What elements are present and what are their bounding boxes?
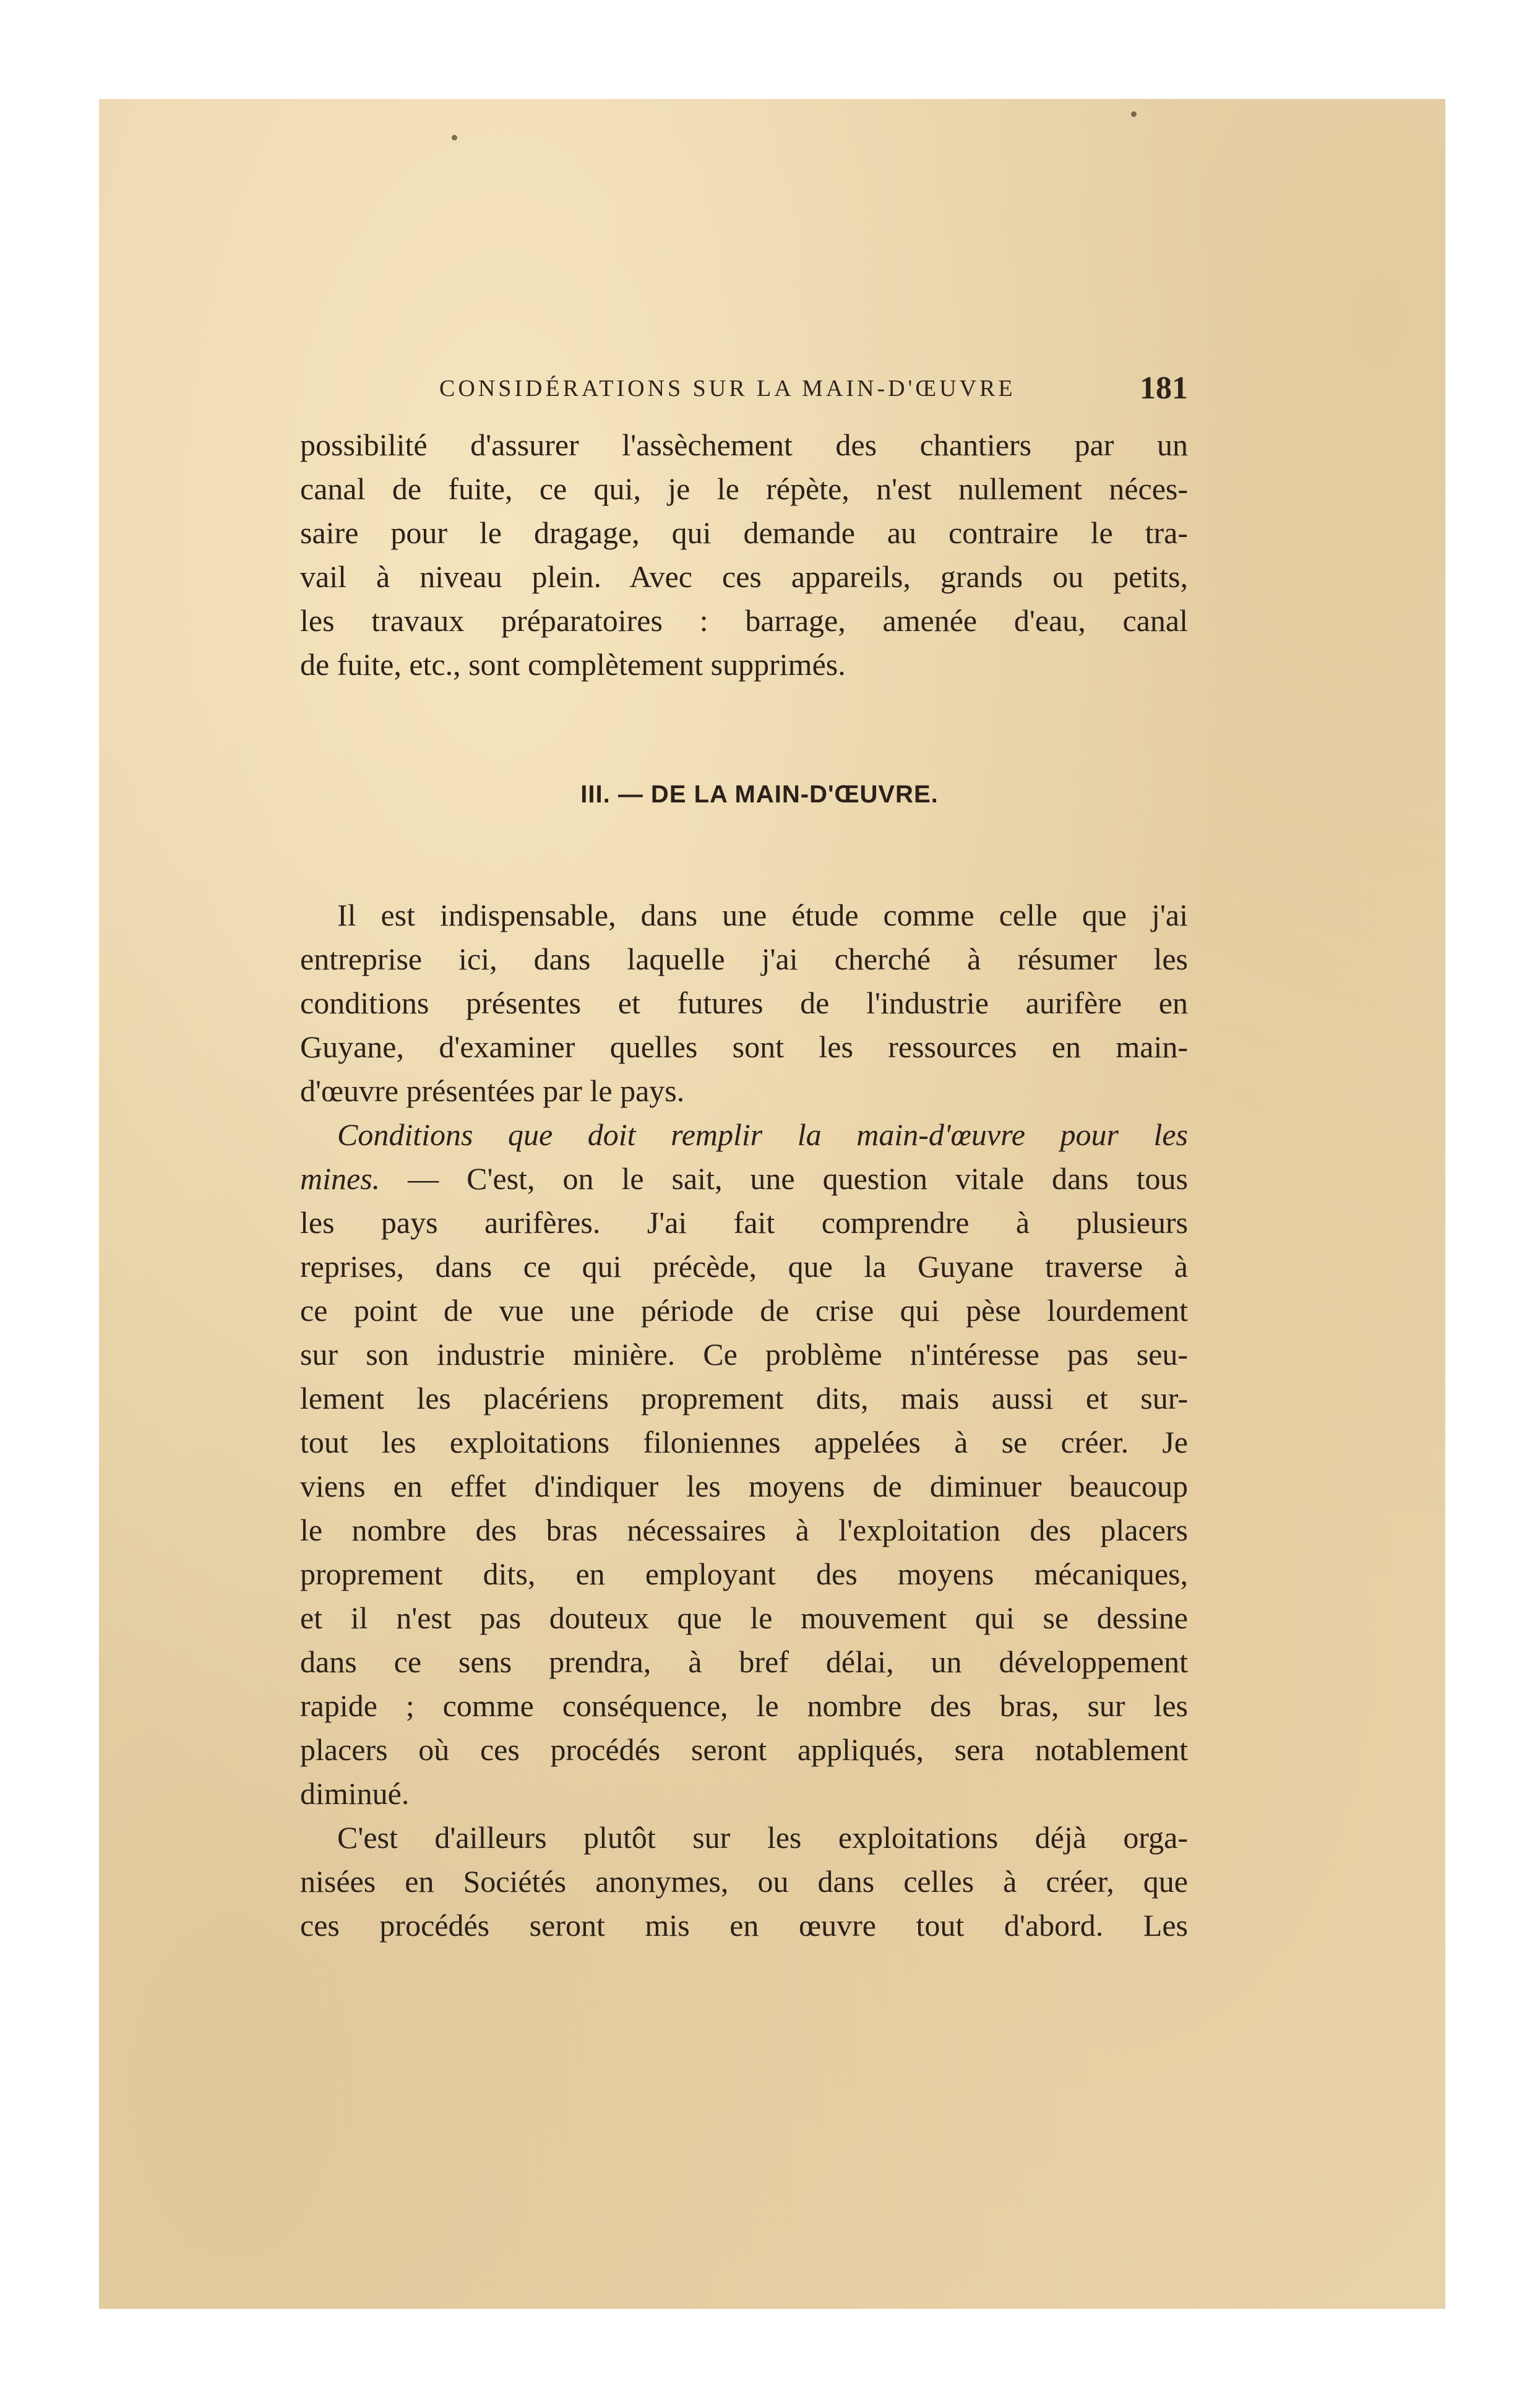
- text-line: dans ce sens prendra, à bref délai, un développement: [300, 1644, 1188, 1679]
- text-line: ces procédés seront mis en œuvre tout d'abord. Les: [300, 1908, 1188, 1943]
- paragraph-title-italic: Conditions que doit remplir la main-d'œuvre pour les: [337, 1117, 1188, 1152]
- paragraph-1: [300, 423, 1188, 687]
- text-line: et il n'est pas douteux que le mouvement qui se dessine: [300, 1600, 1188, 1635]
- section-heading: III. — DE LA MAIN-D'ŒUVRE.: [580, 781, 939, 808]
- text-line: sur son industrie minière. Ce problème n'intéresse pas seu-: [300, 1337, 1188, 1372]
- text-line: possibilité d'assurer l'assèchement des chantiers par un: [300, 427, 1188, 462]
- text-line: diminué.: [300, 1776, 410, 1811]
- text-line: les travaux préparatoires : barrage, amenée d'eau, canal: [300, 603, 1188, 638]
- text-line: placers où ces procédés seront appliqués, sera notablement: [300, 1732, 1188, 1767]
- text-line: rapide ; comme conséquence, le nombre des bras, sur les: [300, 1688, 1188, 1723]
- text-line: nisées en Sociétés anonymes, ou dans celles à créer, que: [300, 1864, 1188, 1899]
- body-text: [300, 893, 1188, 1948]
- running-head-title: CONSIDÉRATIONS SUR LA MAIN-D'ŒUVRE: [439, 376, 1016, 402]
- text-line: Guyane, d'examiner quelles sont les ressources en main-: [300, 1029, 1188, 1064]
- text-line: vail à niveau plein. Avec ces appareils, grands ou petits,: [300, 559, 1188, 594]
- ink-speck: [1131, 111, 1137, 117]
- text-line: les pays aurifères. J'ai fait comprendre à plusieurs: [300, 1205, 1188, 1240]
- text-line: saire pour le dragage, qui demande au contraire le tra-: [300, 515, 1188, 550]
- paragraph-title-italic-end: mines.: [300, 1161, 381, 1196]
- page-number: 181: [1140, 371, 1188, 406]
- text-line: entreprise ici, dans laquelle j'ai cherché à résumer les: [300, 942, 1188, 976]
- text-line: d'œuvre présentées par le pays.: [300, 1073, 685, 1108]
- text-line: canal de fuite, ce qui, je le répète, n'est nullement néces-: [300, 471, 1188, 506]
- text-line: de fuite, etc., sont complètement supprimés.: [300, 647, 846, 682]
- ink-speck: [452, 135, 457, 140]
- running-head: [439, 370, 1188, 413]
- text-line: lement les placériens proprement dits, mais aussi et sur-: [300, 1381, 1188, 1416]
- text-line: [300, 1157, 1188, 1201]
- text-line: viens en effet d'indiquer les moyens de diminuer beaucoup: [300, 1469, 1188, 1503]
- text-line: tout les exploitations filoniennes appelées à se créer. Je: [300, 1425, 1188, 1459]
- text-line: le nombre des bras nécessaires à l'exploitation des placers: [300, 1513, 1188, 1547]
- text-line: reprises, dans ce qui précède, que la Guyane traverse à: [300, 1249, 1188, 1284]
- text-line: conditions présentes et futures de l'industrie aurifère en: [300, 986, 1188, 1020]
- text-line: C'est d'ailleurs plutôt sur les exploitations déjà orga-: [337, 1820, 1188, 1855]
- text-line-rest: — C'est, on le sait, une question vitale dans tous: [380, 1161, 1188, 1196]
- text-line: ce point de vue une période de crise qui pèse lourdement: [300, 1293, 1188, 1328]
- text-line: Il est indispensable, dans une étude comme celle que j'ai: [337, 898, 1188, 932]
- text-line: proprement dits, en employant des moyens mécaniques,: [300, 1557, 1188, 1591]
